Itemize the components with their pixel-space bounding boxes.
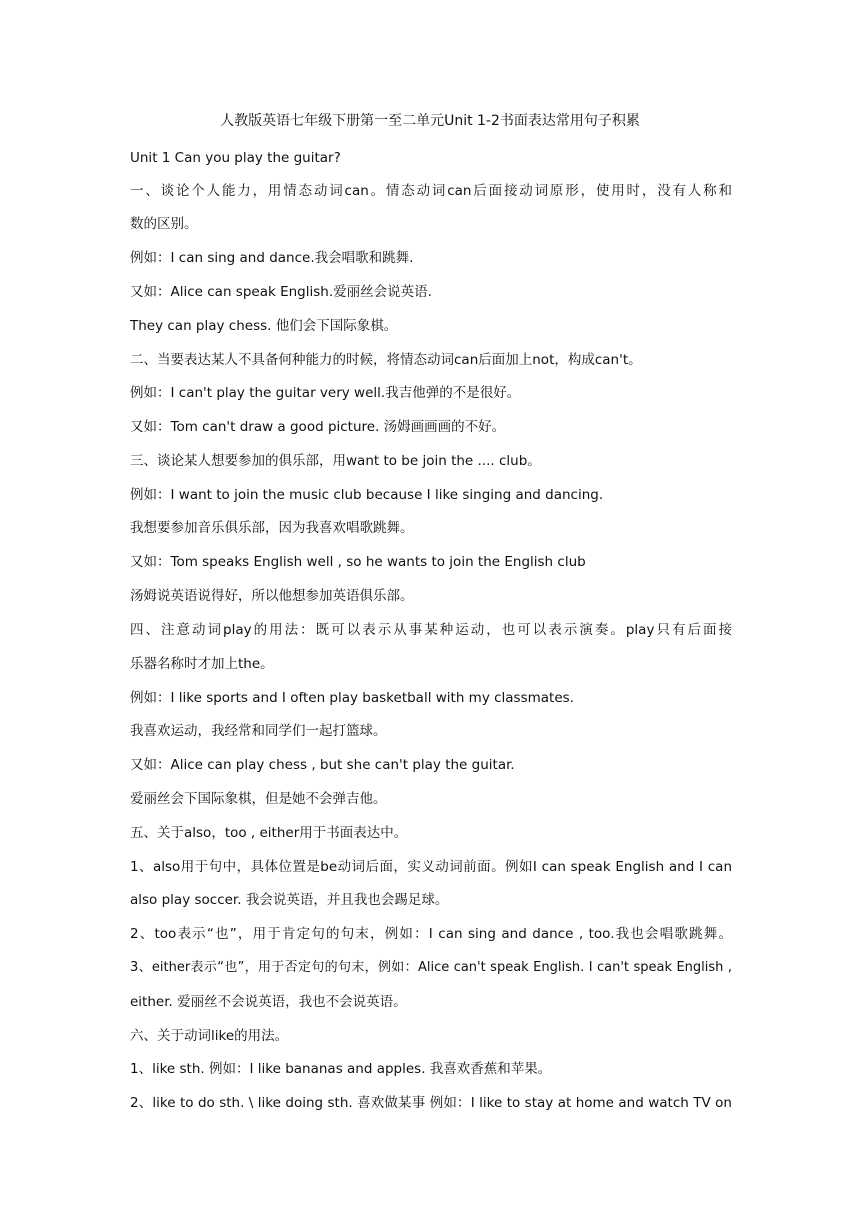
text-line: 又如：Tom speaks English well , so he wants to join the English club bbox=[130, 554, 586, 570]
text-line: They can play chess. 他们会下国际象棋。 bbox=[130, 318, 398, 334]
text-line: 2、too表示“也”，用于肯定句的句末，例如：I can sing and dance , too.我也会唱歌跳舞。 bbox=[130, 926, 732, 942]
text-line: 五、关于also，too , either用于书面表达中。 bbox=[130, 825, 408, 841]
unit-heading: Unit 1 Can you play the guitar? bbox=[130, 150, 341, 166]
text-line: 1、like sth. 例如：I like bananas and apples. 我喜欢香蕉和苹果。 bbox=[130, 1061, 552, 1077]
text-line: 我想要参加音乐俱乐部，因为我喜欢唱歌跳舞。 bbox=[130, 520, 414, 536]
text-line: 我喜欢运动，我经常和同学们一起打篮球。 bbox=[130, 723, 387, 739]
text-line: 数的区别。 bbox=[130, 216, 198, 232]
text-line: 又如：Tom can't draw a good picture. 汤姆画画画的不好。 bbox=[130, 419, 506, 435]
text-line: 2、like to do sth. \ like doing sth. 喜欢做某事 例如：I like to stay at home and watch TV on bbox=[130, 1095, 732, 1111]
text-line: 三、谈论某人想要参加的俱乐部，用want to be join the .... club。 bbox=[130, 453, 541, 469]
text-line: 汤姆说英语说得好，所以他想参加英语俱乐部。 bbox=[130, 588, 414, 604]
text-line: 爱丽丝会下国际象棋，但是她不会弹吉他。 bbox=[130, 791, 387, 807]
text-line: 六、关于动词like的用法。 bbox=[130, 1028, 289, 1044]
text-line: either. 爱丽丝不会说英语，我也不会说英语。 bbox=[130, 994, 407, 1010]
text-line: 四、注意动词play的用法：既可以表示从事某种运动，也可以表示演奏。play只有后面接 bbox=[130, 622, 732, 638]
text-line: 例如：I can sing and dance.我会唱歌和跳舞. bbox=[130, 250, 414, 266]
text-line: 例如：I want to join the music club because I like singing and dancing. bbox=[130, 487, 604, 503]
text-line: 1、also用于句中，具体位置是be动词后面，实义动词前面。例如I can speak English and I can bbox=[130, 859, 732, 875]
text-line: 例如：I can't play the guitar very well.我吉他弹的不是很好。 bbox=[130, 385, 521, 401]
text-line: 二、当要表达某人不具备何种能力的时候，将情态动词can后面加上not，构成can't。 bbox=[130, 352, 642, 368]
text-line: 乐器名称时才加上the。 bbox=[130, 656, 274, 672]
text-line: 又如：Alice can speak English.爱丽丝会说英语. bbox=[130, 284, 432, 300]
document-title: 人教版英语七年级下册第一至二单元Unit 1-2书面表达常用句子积累 bbox=[220, 113, 640, 129]
text-line: 又如：Alice can play chess , but she can't play the guitar. bbox=[130, 757, 515, 773]
text-line: 一、谈论个人能力，用情态动词can。情态动词can后面接动词原形，使用时，没有人称和 bbox=[130, 183, 732, 199]
text-line: also play soccer. 我会说英语，并且我也会踢足球。 bbox=[130, 892, 449, 908]
text-line: 3、either表示“也”，用于否定句的句末，例如：Alice can't speak English. I can't speak English , bbox=[130, 960, 732, 975]
text-line: 例如：I like sports and I often play basketball with my classmates. bbox=[130, 690, 574, 706]
